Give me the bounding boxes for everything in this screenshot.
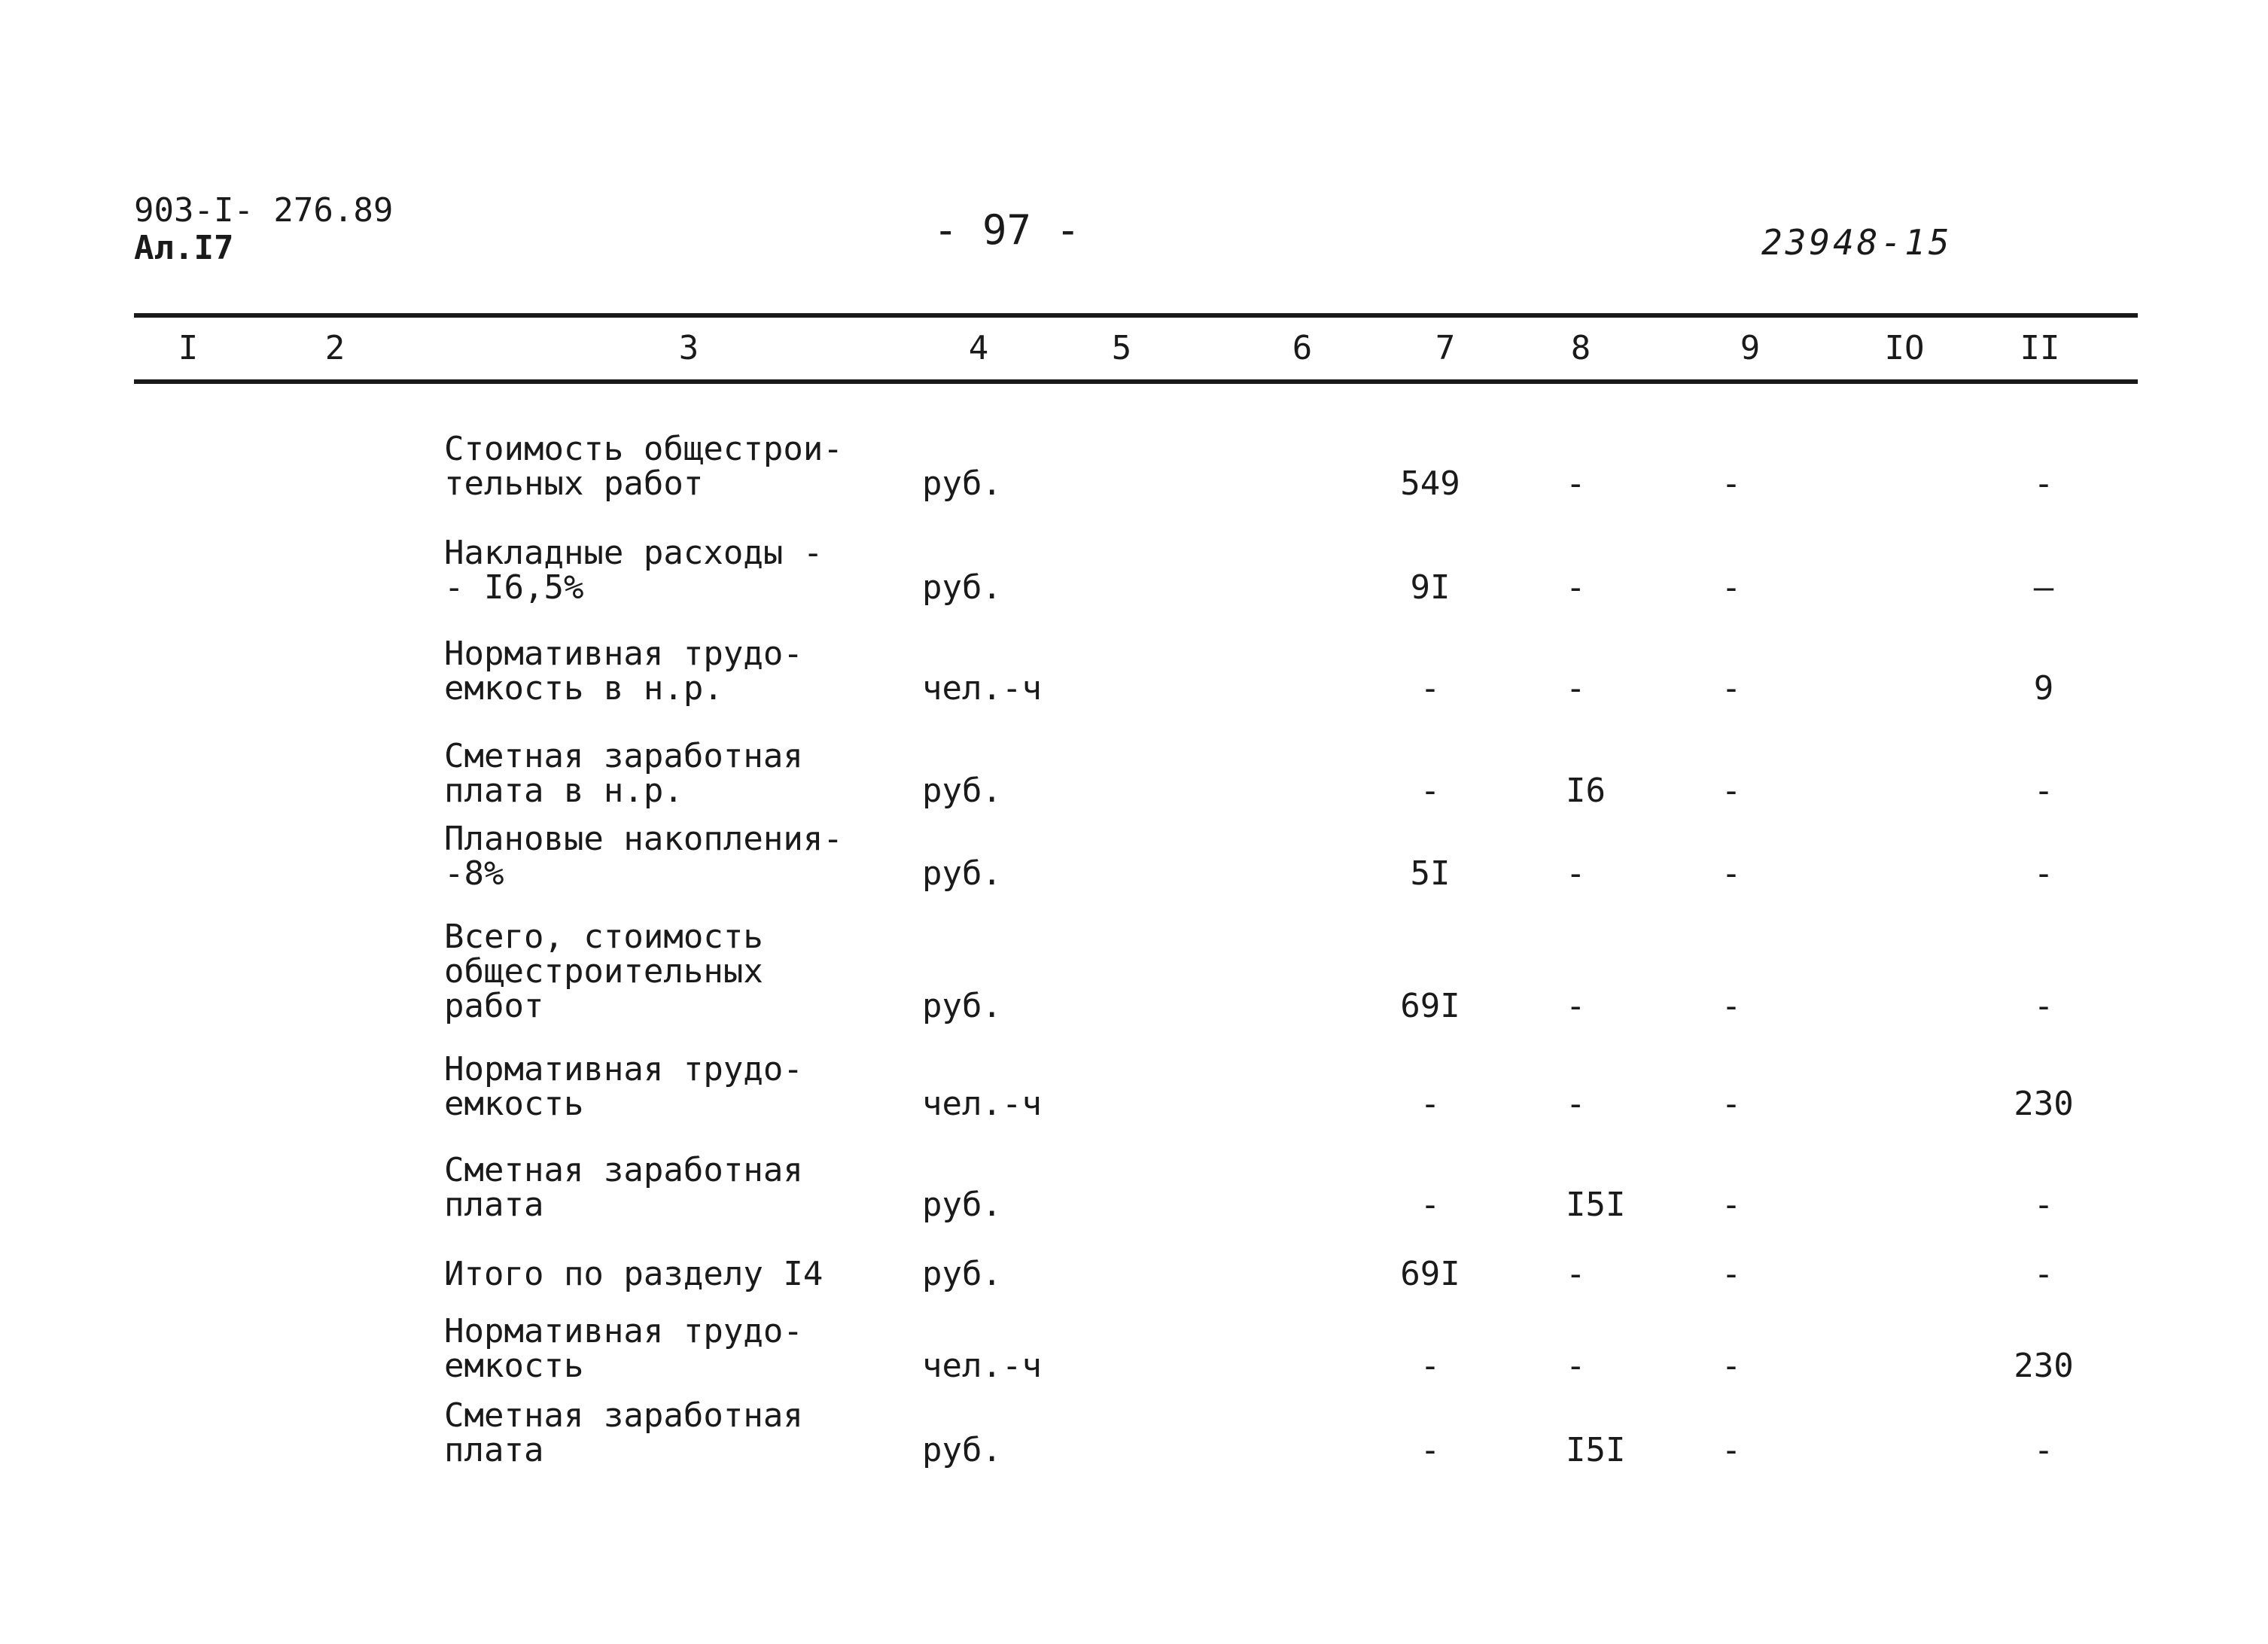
col8-value: -: [1566, 464, 1586, 503]
unit-cell: чел.-ч: [922, 1347, 1042, 1385]
col9-value: -: [1721, 568, 1742, 607]
col11-value: -: [2033, 1431, 2054, 1469]
col11-value: —: [2033, 568, 2054, 607]
column-number: 7: [1435, 329, 1456, 367]
col11-value: -: [2033, 854, 2054, 893]
col9-value: -: [1721, 464, 1742, 503]
row-description: Всего, стоимость общестроительных работ: [444, 918, 763, 1025]
col9-value: -: [1721, 987, 1742, 1025]
row-description: Сметная заработная плата в н.р.: [444, 737, 803, 810]
column-number: 2: [324, 329, 346, 367]
column-number: 5: [1111, 329, 1132, 367]
column-number: IO: [1884, 329, 1925, 367]
row-description: Итого по разделу I4: [444, 1255, 823, 1293]
column-number: 9: [1740, 329, 1761, 367]
col8-value: -: [1566, 854, 1586, 893]
unit-cell: руб.: [922, 464, 1002, 503]
row-description: Нормативная трудо- емкость: [444, 1050, 803, 1123]
col11-value: 9: [2033, 669, 2054, 708]
table-header-rule: [134, 379, 2138, 384]
col7-value: -: [1420, 1347, 1441, 1385]
col11-value: -: [2033, 1255, 2054, 1293]
col7-value: 69I: [1400, 1255, 1460, 1293]
unit-cell: руб.: [922, 1186, 1002, 1224]
col7-value: 549: [1400, 464, 1460, 503]
col11-value: 230: [2014, 1085, 2074, 1123]
column-number: 4: [968, 329, 989, 367]
project-code: 903-I- 276.89: [134, 191, 394, 230]
col7-value: -: [1420, 1186, 1441, 1224]
row-description: Стоимость общестрои- тельных работ: [444, 430, 843, 503]
row-description: Сметная заработная плата: [444, 1151, 803, 1224]
col11-value: 230: [2014, 1347, 2074, 1385]
col11-value: -: [2033, 987, 2054, 1025]
col9-value: -: [1721, 669, 1742, 708]
row-description: Накладные расходы - - I6,5%: [444, 534, 823, 607]
col7-value: -: [1420, 669, 1441, 708]
col7-value: -: [1420, 772, 1441, 810]
unit-cell: руб.: [922, 854, 1002, 893]
unit-cell: руб.: [922, 772, 1002, 810]
col9-value: -: [1721, 772, 1742, 810]
column-number: I: [178, 329, 199, 367]
table-top-rule: [134, 313, 2138, 318]
col7-value: 5I: [1410, 854, 1451, 893]
col8-value: -: [1566, 1347, 1586, 1385]
col11-value: -: [2033, 772, 2054, 810]
column-number: 3: [678, 329, 699, 367]
row-description: Сметная заработная плата: [444, 1396, 803, 1469]
document-number: 23948-15: [1761, 222, 1953, 263]
col8-value: I5I: [1566, 1431, 1626, 1469]
col9-value: -: [1721, 1431, 1742, 1469]
row-description: Нормативная трудо- емкость в н.р.: [444, 635, 803, 708]
col8-value: -: [1566, 987, 1586, 1025]
unit-cell: руб.: [922, 568, 1002, 607]
row-description: Плановые накопления- -8%: [444, 820, 843, 893]
page-number: - 97 -: [933, 206, 1081, 254]
col8-value: I5I: [1566, 1186, 1626, 1224]
col7-value: -: [1420, 1085, 1441, 1123]
col7-value: -: [1420, 1431, 1441, 1469]
col9-value: -: [1721, 854, 1742, 893]
column-number: 8: [1570, 329, 1591, 367]
unit-cell: руб.: [922, 1431, 1002, 1469]
col8-value: I6: [1566, 772, 1606, 810]
unit-cell: руб.: [922, 1255, 1002, 1293]
col7-value: 69I: [1400, 987, 1460, 1025]
col9-value: -: [1721, 1186, 1742, 1224]
unit-cell: чел.-ч: [922, 669, 1042, 708]
col8-value: -: [1566, 1255, 1586, 1293]
column-number: 6: [1292, 329, 1313, 367]
col9-value: -: [1721, 1085, 1742, 1123]
column-number: II: [2020, 329, 2060, 367]
col11-value: -: [2033, 1186, 2054, 1224]
unit-cell: руб.: [922, 987, 1002, 1025]
col7-value: 9I: [1410, 568, 1451, 607]
unit-cell: чел.-ч: [922, 1085, 1042, 1123]
col8-value: -: [1566, 1085, 1586, 1123]
sheet-label: Ал.I7: [134, 229, 234, 267]
col8-value: -: [1566, 669, 1586, 708]
col8-value: -: [1566, 568, 1586, 607]
col11-value: -: [2033, 464, 2054, 503]
col9-value: -: [1721, 1255, 1742, 1293]
row-description: Нормативная трудо- емкость: [444, 1312, 803, 1385]
col9-value: -: [1721, 1347, 1742, 1385]
